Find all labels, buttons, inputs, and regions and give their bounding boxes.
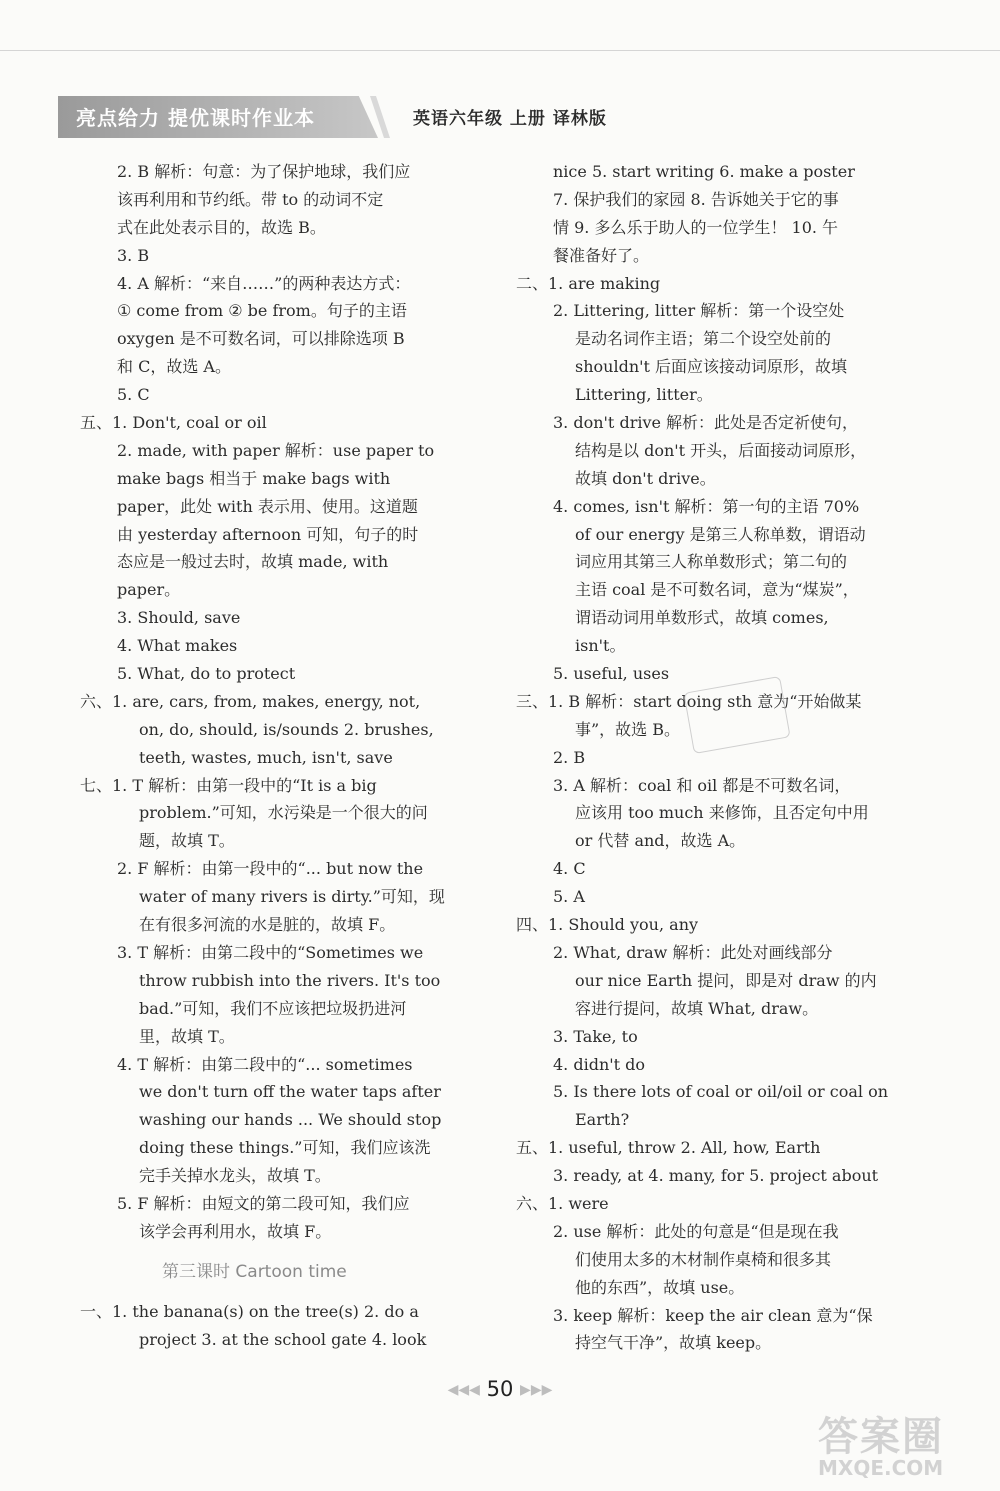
answer-line: 谓语动词用单数形式，故填 comes,: [575, 608, 829, 628]
answer-line: 态应是一般过去时，故填 made, with: [117, 552, 389, 572]
answer-line: 六、1. were: [516, 1193, 609, 1213]
answer-line: 完手关掉水龙头，故填 T。: [139, 1166, 331, 1186]
answer-line: 四、1. Should you, any: [516, 915, 699, 935]
answer-line: 2. Littering, litter 解析：第一个设空处: [553, 301, 845, 321]
answer-line: 2. made, with paper 解析：use paper to: [117, 440, 435, 460]
answer-line: project 3. at the school gate 4. look: [139, 1329, 427, 1349]
next-arrows-icon: ▶▶▶: [520, 1382, 553, 1398]
answer-line: 六、1. are, cars, from, makes, energy, not,: [80, 691, 421, 711]
answer-line: 应该用 too much 来修饰，且否定句中用: [575, 803, 869, 823]
site-watermark: [818, 1405, 978, 1483]
answer-line: teeth, wastes, much, isn't, save: [139, 747, 393, 767]
answer-line: isn't。: [575, 636, 626, 656]
book-subject: 英语六年级 上册 译林版: [413, 109, 607, 129]
answer-line: 2. What, draw 解析：此处对画线部分: [553, 942, 833, 962]
answer-line: 容进行提问，故填 What, draw。: [575, 998, 819, 1018]
page-footer: [400, 1377, 600, 1407]
watermark-url: MXQE.COM: [818, 1456, 944, 1480]
answer-line: ① come from ② be from。句子的主语: [117, 301, 407, 321]
answer-line: of our energy 是第三人称单数，谓语动: [575, 524, 866, 544]
answer-line: 式在此处表示目的，故选 B。: [117, 217, 326, 237]
series-title: 亮点给力 提优课时作业本: [76, 106, 315, 130]
answer-line: problem.”可知，水污染是一个很大的问: [139, 803, 428, 823]
answer-line: water of many rivers is dirty.”可知，现: [139, 887, 445, 907]
answer-line: 二、1. are making: [516, 273, 661, 293]
answer-line: 3. keep 解析：keep the air clean 意为“保: [553, 1305, 873, 1325]
left-column: [80, 158, 480, 1354]
answer-line: 情 9. 多么乐于助人的一位学生！ 10. 午: [553, 217, 839, 237]
watermark-logo: 答案圈: [818, 1414, 944, 1460]
answer-line: or 代替 and，故选 A。: [575, 831, 746, 851]
answer-line: 4. A 解析：“来自……”的两种表达方式：: [117, 273, 411, 293]
answer-line: 5. What, do to protect: [117, 664, 296, 684]
answer-line: 七、1. T 解析：由第一段中的“It is a big: [80, 775, 377, 795]
answer-line: nice 5. start writing 6. make a poster: [553, 162, 855, 181]
answer-line: 3. T 解析：由第二段中的“Sometimes we: [117, 942, 424, 962]
answer-line: make bags 相当于 make bags with: [117, 468, 391, 488]
answer-line: 里，故填 T。: [139, 1026, 235, 1046]
answer-line: 5. A: [553, 887, 585, 907]
answer-line: 5. Is there lots of coal or oil/oil or coal on: [553, 1082, 889, 1102]
answer-line: Littering, litter。: [575, 385, 713, 405]
answer-line: 4. What makes: [117, 636, 238, 656]
answer-line: oxygen 是不可数名词，可以排除选项 B: [117, 329, 405, 349]
top-rule: [0, 50, 1000, 51]
answer-line: on, do, should, is/sounds 2. brushes,: [139, 719, 434, 739]
page-header: [0, 96, 1000, 138]
answer-line: 5. C: [117, 385, 150, 405]
answer-line: 7. 保护我们的家园 8. 告诉她关于它的事: [553, 189, 839, 209]
answer-line: 该学会再利用水，故填 F。: [139, 1221, 332, 1241]
answer-line: 结构是以 don't 开头，后面接动词原形，: [575, 440, 867, 460]
answer-line: 2. B 解析：句意：为了保护地球，我们应: [117, 162, 411, 181]
answer-line: 2. B: [553, 747, 586, 767]
answer-line: 五、1. useful, throw 2. All, how, Earth: [516, 1138, 821, 1158]
answer-line: 2. use 解析：此处的句意是“但是现在我: [553, 1221, 839, 1241]
answer-line: 3. A 解析：coal 和 oil 都是不可数名词，: [553, 775, 851, 795]
answer-line: 和 C，故选 A。: [117, 357, 231, 377]
answer-line: 3. don't drive 解析：此处是否定祈使句，: [553, 413, 859, 433]
answer-line: paper。: [117, 580, 181, 600]
answer-line: 词应用其第三人称单数形式；第二句的: [575, 552, 848, 572]
answer-line: 三、1. B 解析：start doing sth 意为“开始做某: [516, 691, 862, 711]
right-column: [516, 158, 920, 1357]
answer-line: throw rubbish into the rivers. It's too: [139, 970, 441, 990]
answer-line: 该再利用和节约纸。带 to 的动词不定: [117, 189, 384, 209]
answer-line: 4. C: [553, 859, 586, 879]
answer-line: 持空气干净”，故填 keep。: [575, 1333, 772, 1353]
answer-line: our nice Earth 提问，即是对 draw 的内: [575, 970, 877, 990]
answer-line: 题，故填 T。: [139, 831, 235, 851]
answer-line: 餐准备好了。: [553, 245, 650, 265]
answer-line: 故填 don't drive。: [575, 468, 716, 488]
answer-line: bad.”可知，我们不应该把垃圾扔进河: [139, 998, 407, 1018]
answer-line: 主语 coal 是不可数名词，意为“煤炭”，: [575, 580, 859, 600]
answer-line: 在有很多河流的水是脏的，故填 F。: [139, 915, 396, 935]
answer-line: 他的东西”，故填 use。: [575, 1277, 745, 1297]
answer-line: 3. ready, at 4. many, for 5. project about: [553, 1166, 879, 1186]
answer-line: doing these things.”可知，我们应该洗: [139, 1138, 431, 1158]
answer-line: 事”，故选 B。: [575, 719, 681, 739]
answer-line: 是动名词作主语；第二个设空处前的: [575, 329, 832, 349]
answer-line: 3. Take, to: [553, 1026, 638, 1046]
answer-line: 4. didn't do: [553, 1054, 646, 1074]
answer-line: paper，此处 with 表示用、使用。这道题: [117, 496, 418, 516]
answer-line: 4. T 解析：由第二段中的“... sometimes: [117, 1054, 413, 1074]
answer-line: 2. F 解析：由第一段中的“... but now the: [117, 859, 424, 879]
answer-line: Earth?: [575, 1110, 630, 1130]
answer-line: 4. comes, isn't 解析：第一句的主语 70%: [553, 496, 860, 516]
prev-arrows-icon: ◀◀◀: [447, 1382, 480, 1398]
answer-line: shouldn't 后面应该接动词原形，故填: [575, 357, 848, 377]
answer-line: 3. B: [117, 245, 150, 265]
page-number: 50: [486, 1377, 514, 1401]
answer-line: 5. F 解析：由短文的第二段可知，我们应: [117, 1193, 410, 1213]
answer-line: 一、1. the banana(s) on the tree(s) 2. do a: [80, 1301, 419, 1321]
answer-line: 5. useful, uses: [553, 664, 670, 684]
answer-line: 五、1. Don't, coal or oil: [80, 413, 267, 433]
answer-line: washing our hands ... We should stop: [139, 1110, 442, 1130]
answer-line: 3. Should, save: [117, 608, 241, 628]
answer-line: 们使用太多的木材制作桌椅和很多其: [575, 1249, 832, 1269]
lesson-heading: 第三课时 Cartoon time: [162, 1261, 347, 1282]
answer-line: 由 yesterday afternoon 可知，句子的时: [117, 524, 419, 544]
answer-line: we don't turn off the water taps after: [139, 1082, 441, 1102]
